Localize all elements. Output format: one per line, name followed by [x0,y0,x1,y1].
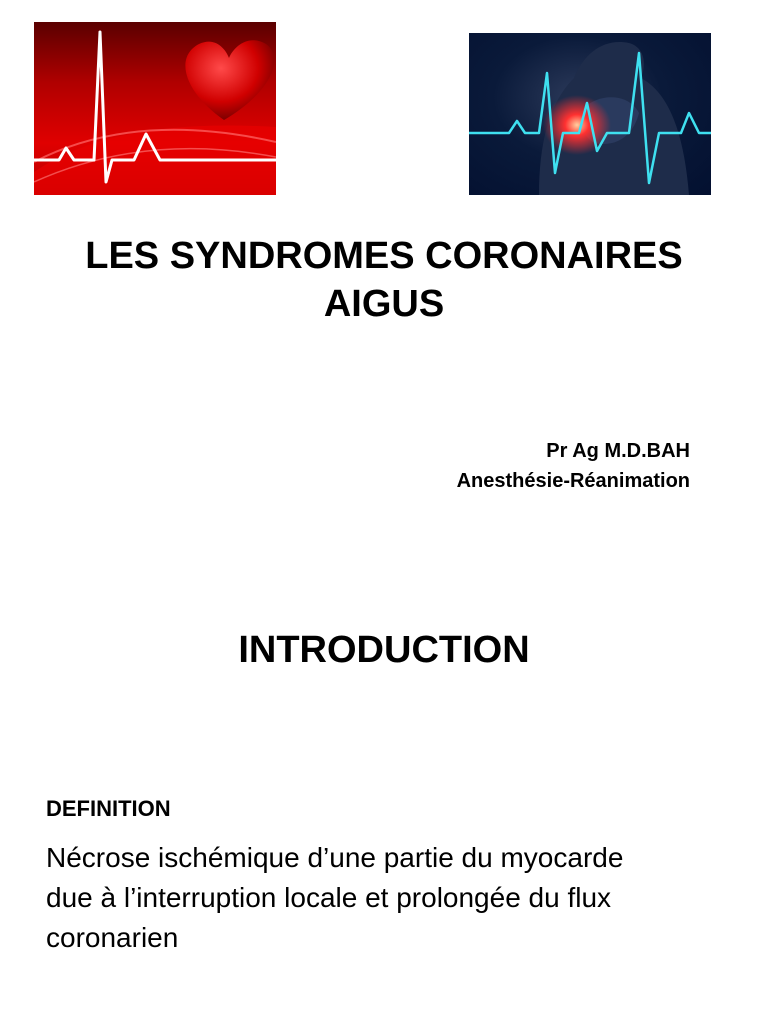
section-title: INTRODUCTION [238,629,530,671]
chest-pain-ecg-image [469,33,711,195]
chest-pain-ecg-icon [469,33,711,195]
definition-line1: Nécrose ischémique d’une partie du myocarde [46,842,624,873]
author-block [290,436,690,496]
slide-title-line2: AIGUS [323,283,445,325]
definition-text [46,838,726,958]
definition-label: DEFINITION [46,796,171,821]
author-name: Pr Ag M.D.BAH [546,440,690,462]
author-department: Anesthésie-Réanimation [456,470,690,492]
heart-ecg-icon [34,22,276,195]
definition-line2: due à l’interruption locale et prolongée du flux [46,882,612,913]
heart-ecg-image [34,22,276,195]
slide-title [0,232,768,328]
definition-line3: coronarien [46,922,179,953]
slide-title-line1: LES SYNDROMES CORONAIRES [85,235,683,277]
